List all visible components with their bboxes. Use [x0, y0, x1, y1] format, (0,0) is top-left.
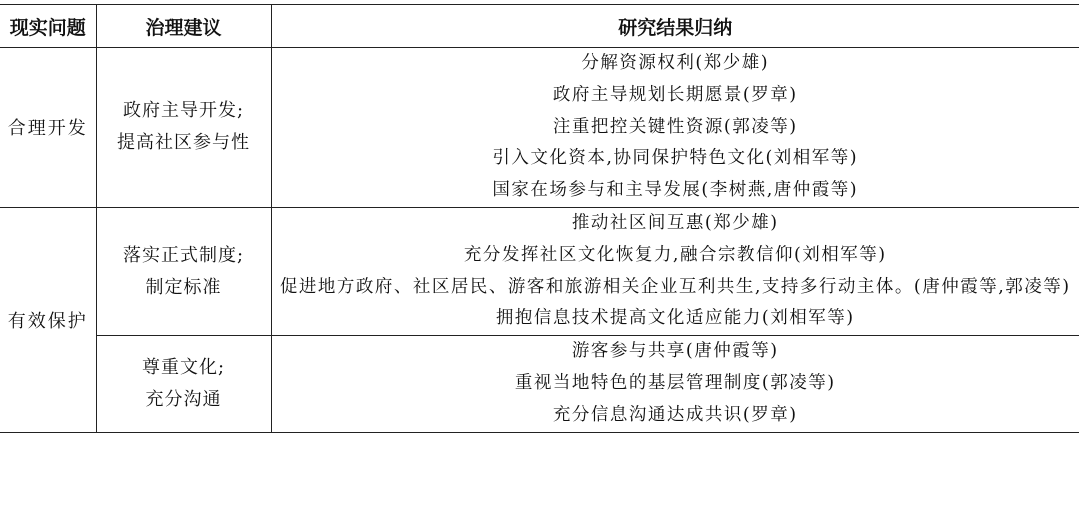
table-row-development [0, 48, 1079, 208]
suggestion-line: 制定标准 [145, 276, 222, 298]
problem-cell: 合理开发 [0, 48, 96, 208]
suggestion-line: 政府主导开发; [122, 100, 245, 122]
finding-item: 充分信息沟通达成共识(罗章) [552, 404, 798, 425]
finding-item: 分解资源权利(郑少雄) [581, 53, 770, 73]
findings-cell [271, 48, 1079, 208]
finding-item: 充分发挥社区文化恢复力,融合宗教信仰(刘相军等) [463, 244, 887, 265]
finding-item: 游客参与共享(唐仲霞等) [571, 341, 779, 362]
finding-item: 拥抱信息技术提高文化适应能力(刘相军等) [495, 308, 855, 329]
findings-cell [271, 207, 1079, 335]
suggestion-cell [96, 207, 271, 335]
finding-item: 政府主导规划长期愿景(罗章) [552, 84, 798, 105]
finding-item: 注重把控关键性资源(郭凌等) [552, 116, 798, 137]
suggestion-line: 落实正式制度; [122, 244, 245, 266]
table-header-row [0, 5, 1079, 48]
finding-item: 推动社区间互惠(郑少雄) [571, 212, 779, 233]
finding-item: 引入文化资本,协同保护特色文化(刘相军等) [492, 148, 859, 169]
governance-table [0, 4, 1079, 433]
table-row-protection-culture [0, 336, 1079, 432]
suggestion-line: 提高社区参与性 [117, 132, 250, 154]
suggestion-cell [96, 48, 271, 208]
suggestion-line: 尊重文化; [141, 356, 226, 378]
header-problem: 现实问题 [0, 5, 96, 48]
suggestion-cell [96, 336, 271, 432]
suggestion-line: 充分沟通 [145, 388, 222, 410]
header-suggestion: 治理建议 [96, 5, 271, 48]
findings-cell [271, 336, 1079, 432]
header-findings: 研究结果归纳 [271, 5, 1079, 48]
finding-item: 促进地方政府、社区居民、游客和旅游相关企业互利共生,支持多行动主体。(唐仲霞等,郭凌等) [279, 276, 1071, 297]
problem-cell: 有效保护 [0, 207, 96, 432]
finding-item: 重视当地特色的基层管理制度(郭凌等) [514, 372, 836, 393]
finding-item: 国家在场参与和主导发展(李树燕,唐仲霞等) [492, 180, 859, 201]
table-row-protection-system [0, 207, 1079, 335]
